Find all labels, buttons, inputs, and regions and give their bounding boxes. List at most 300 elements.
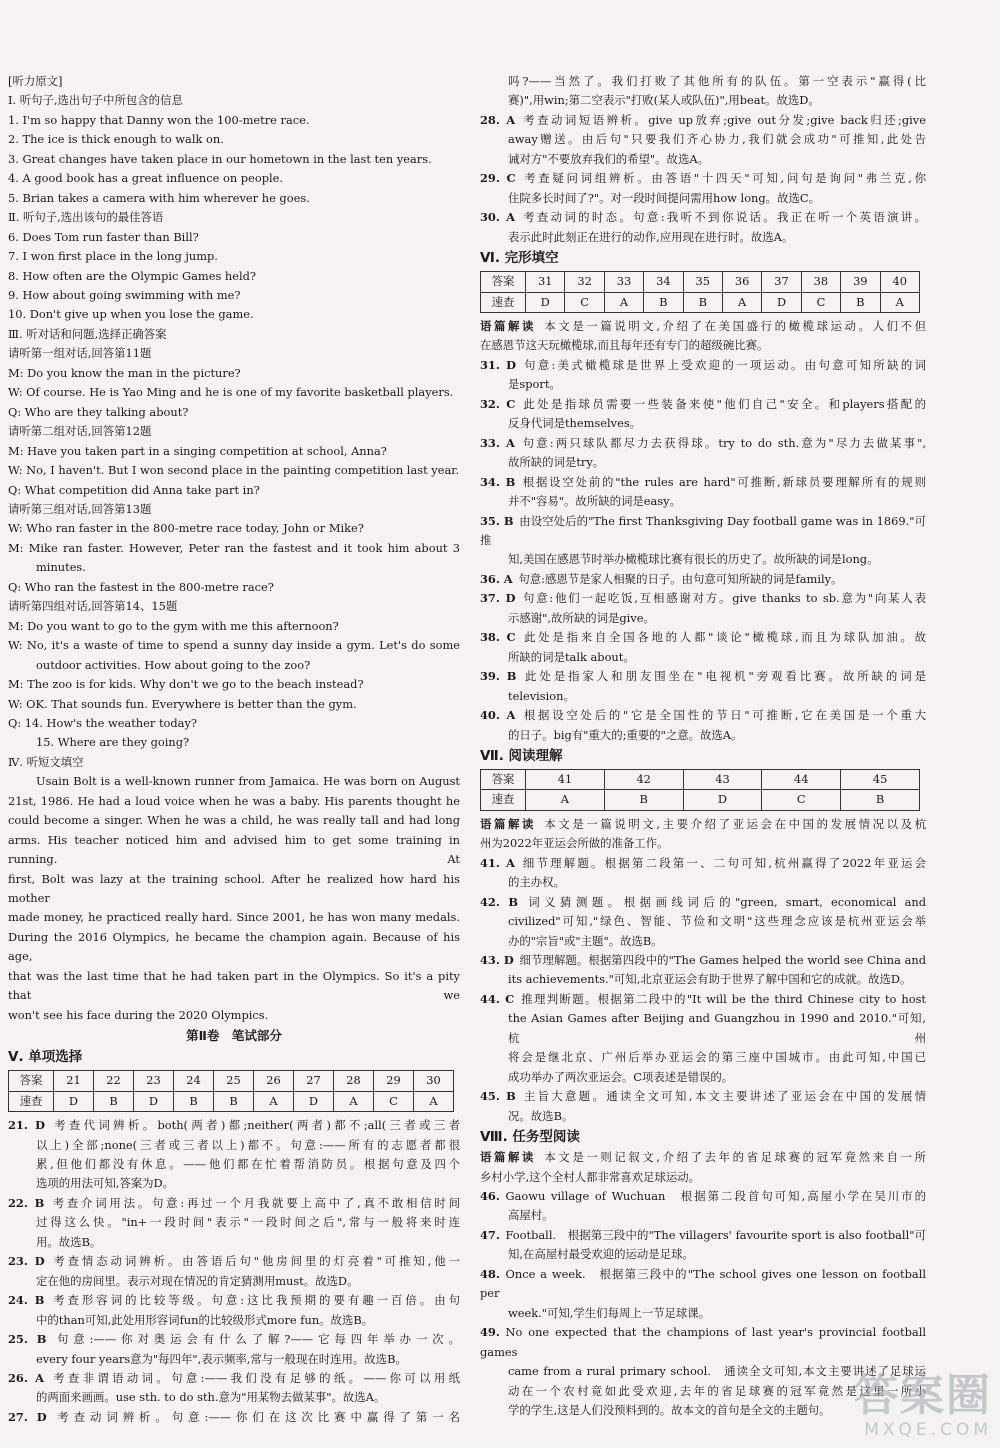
text-line bbox=[8, 558, 460, 577]
text-line bbox=[480, 434, 926, 453]
line-text: 句意:感恩节是家人相聚的日子。由句意可知所缺的词是family。 bbox=[518, 571, 843, 586]
line-text: 乡村小学,这个全村人都非常喜欢足球运动。 bbox=[480, 1169, 701, 1184]
line-text: 根据设空处后的"它是全国性的节日"可推断,它在美国是一个重大 bbox=[521, 708, 926, 723]
text-line bbox=[480, 1009, 926, 1048]
line-text: 考查动词的时态。句意:我听不到你说话。我正在听一个英语演讲。 bbox=[520, 210, 926, 225]
table-header-quick: 速查 bbox=[9, 1091, 54, 1111]
line-text: 诫对方"不要放弃我们的希望"。故选A。 bbox=[508, 151, 709, 166]
text-line bbox=[480, 1226, 926, 1245]
text-line bbox=[8, 344, 460, 363]
question-number-cell: 42 bbox=[604, 769, 683, 789]
item-number: 48. bbox=[480, 1266, 500, 1281]
line-text: 的主办权。 bbox=[508, 875, 565, 890]
text-line bbox=[480, 589, 926, 608]
line-text: 反身代词是themselves。 bbox=[508, 416, 642, 431]
line-text: 住院多长时间了?"。对一段时间提问需用how long。故选C。 bbox=[508, 190, 820, 205]
line-text: could become a singer. When he was a child, he was really tall and had long bbox=[8, 813, 460, 828]
text-line bbox=[480, 473, 926, 492]
question-number-cell: 32 bbox=[565, 272, 604, 292]
text-line bbox=[8, 1194, 460, 1213]
answer-cell: B bbox=[94, 1091, 134, 1111]
line-text: 根据设空处前的"the rules are hard"可推断,新球员要理解所有的规则 bbox=[520, 474, 926, 489]
table-header-answer: 答案 bbox=[481, 272, 526, 292]
text-line bbox=[8, 305, 460, 324]
text-line bbox=[480, 854, 926, 873]
answer-cell: B bbox=[174, 1091, 214, 1111]
answer-cell: D bbox=[526, 292, 565, 312]
line-text: 况。故选B。 bbox=[508, 1108, 574, 1123]
line-text: 表示此时此刻正在进行的动作,应用现在进行时。故选A。 bbox=[508, 229, 794, 244]
item-number: 23. D bbox=[8, 1254, 45, 1269]
text-line bbox=[8, 578, 460, 597]
text-line bbox=[480, 1304, 926, 1323]
text-line bbox=[480, 414, 926, 433]
line-text: 细节理解题。根据第四段中的"The Games helped the world see China and bbox=[519, 953, 926, 968]
text-line bbox=[480, 1265, 926, 1304]
line-text: came from a rural primary school. 通读全文可知,本文主要讲述了足球运 bbox=[508, 1364, 926, 1379]
question-number-cell: 35 bbox=[683, 272, 722, 292]
text-line bbox=[480, 169, 926, 188]
line-text: 细节理解题。根据第二段第一、二句可知,杭州赢得了2022年亚运会 bbox=[520, 855, 926, 870]
line-text: 吗?——当然了。我们打败了其他所有的队伍。第一空表示"赢得(比 bbox=[508, 74, 926, 88]
text-line bbox=[480, 990, 926, 1009]
line-text: 8. How often are the Olympic Games held? bbox=[8, 268, 257, 283]
item-number: 35. B bbox=[480, 513, 514, 528]
text-line bbox=[8, 189, 460, 208]
text-line bbox=[8, 91, 460, 110]
text-line bbox=[480, 912, 926, 931]
line-text: W: Of course. He is Yao Ming and he is one of my favorite basketball players. bbox=[8, 385, 454, 400]
question-number-cell: 24 bbox=[174, 1071, 214, 1091]
passage-label: 语篇解读 bbox=[480, 1150, 537, 1165]
watermark-line1: 答案圈 bbox=[854, 1370, 992, 1421]
text-line bbox=[480, 1323, 926, 1362]
table-header-answer: 答案 bbox=[481, 769, 526, 789]
line-text: Usain Bolt is a well-known runner from Jamaica. He was born on August bbox=[36, 774, 460, 789]
text-line bbox=[480, 648, 926, 667]
answer-cell: B bbox=[644, 292, 683, 312]
text-line bbox=[8, 1213, 460, 1232]
line-text: Ⅰ. 听句子,选出句子中所包含的信息 bbox=[8, 93, 183, 108]
line-text: 本文是一篇说明文,主要介绍了亚运会在中国的发展情况以及杭 bbox=[541, 816, 926, 831]
line-text: Q: Who ran the fastest in the 800-metre race? bbox=[8, 579, 274, 594]
section5-title: Ⅴ. 单项选择 bbox=[8, 1049, 83, 1066]
line-text: 累,但他们都没有休息。——他们都在忙着帮消防员。根据句意及四个 bbox=[36, 1157, 460, 1172]
item-number: 45. B bbox=[480, 1089, 516, 1104]
line-text: 考查情态动词辨析。由答语后句"他房间里的灯亮着"可推知,他一 bbox=[50, 1254, 460, 1269]
line-text: 10. Don't give up when you lose the game. bbox=[8, 307, 254, 322]
question-number-cell: 36 bbox=[722, 272, 761, 292]
text-line bbox=[8, 228, 460, 247]
line-text: W: OK. That sounds fun. Everywhere is better than the gym. bbox=[8, 696, 357, 711]
item-number: 27. D bbox=[8, 1409, 47, 1424]
line-text: 赛)",用win;第二空表示"打败(某人或队伍)",用beat。故选D。 bbox=[508, 93, 820, 108]
line-text: 考查形容词的比较等级。句意:这比我预期的要有趣一百倍。由句 bbox=[50, 1293, 460, 1308]
line-text: 并不"容易"。故所缺的词是easy。 bbox=[508, 494, 681, 509]
text-line bbox=[8, 811, 460, 830]
item-number: 42. B bbox=[480, 894, 518, 909]
section7-explanations bbox=[480, 815, 926, 1126]
line-text: the Asian Games after Beijing and Guangzhou in 1990 and 2010."可知,杭州 bbox=[508, 1011, 926, 1045]
line-text: 本文是一则记叙文,介绍了去年的省足球赛的冠军竟然来自一所 bbox=[541, 1150, 926, 1165]
question-number-cell: 29 bbox=[374, 1071, 414, 1091]
item-number: 34. B bbox=[480, 474, 516, 489]
text-line bbox=[8, 72, 460, 91]
table-header-answer: 答案 bbox=[9, 1071, 54, 1091]
line-text: M: Mike ran faster. However, Peter ran the fastest and it took him about 3 bbox=[8, 540, 460, 555]
line-text: 知,在高屋村最受欢迎的运动是足球。 bbox=[508, 1247, 694, 1262]
line-text: M: The zoo is for kids. Why don't we go to the beach instead? bbox=[8, 677, 364, 692]
answer-cell: B bbox=[683, 292, 722, 312]
line-text: 故所缺的词是try。 bbox=[508, 455, 605, 470]
line-text: 考查动词短语辨析。give up放弃;give out分发;give back归还;give bbox=[520, 112, 926, 127]
question-number-cell: 39 bbox=[841, 272, 880, 292]
line-text: 此处是指家人和朋友围坐在"电视机"旁观看比赛。故所缺的词是 bbox=[522, 669, 926, 684]
text-line bbox=[480, 130, 926, 149]
text-line bbox=[480, 317, 926, 336]
answer-cell: C bbox=[762, 790, 841, 810]
text-line bbox=[8, 500, 460, 519]
answer-cell: B bbox=[841, 790, 920, 810]
answer-cell: D bbox=[134, 1091, 174, 1111]
text-line bbox=[8, 267, 460, 286]
question-number-cell: 41 bbox=[526, 769, 605, 789]
line-text: 4. A good book has a great influence on people. bbox=[8, 171, 283, 186]
table-header-quick: 速查 bbox=[481, 790, 526, 810]
text-line bbox=[480, 550, 926, 569]
answer-cell: A bbox=[334, 1091, 374, 1111]
line-text: 本文是一篇说明文,介绍了在美国盛行的橄榄球运动。人们不但 bbox=[541, 318, 926, 333]
line-text: Q: What competition did Anna take part in? bbox=[8, 482, 260, 497]
item-number: 25. B bbox=[8, 1332, 47, 1347]
item-number: 33. A bbox=[480, 435, 515, 450]
text-line bbox=[480, 356, 926, 375]
section6-explanations bbox=[480, 317, 926, 745]
line-text: 此处是指来自全国各地的人都"谈论"橄榄球,而且为球队加油。故 bbox=[521, 630, 926, 645]
line-text: M: Do you want to go to the gym with me this afternoon? bbox=[8, 618, 339, 633]
text-line bbox=[480, 1168, 926, 1187]
text-line bbox=[480, 72, 926, 91]
text-line bbox=[8, 1233, 460, 1252]
text-line bbox=[8, 539, 460, 558]
text-line bbox=[8, 1155, 460, 1174]
text-line bbox=[480, 208, 926, 227]
text-line bbox=[480, 834, 926, 853]
text-line bbox=[8, 422, 460, 441]
item-number: 26. A bbox=[8, 1371, 44, 1385]
question-number-cell: 26 bbox=[254, 1071, 294, 1091]
line-text: made money, he practiced really hard. Since 2001, he has won many medals. bbox=[8, 910, 460, 925]
answer-cell: C bbox=[374, 1091, 414, 1111]
text-line bbox=[8, 481, 460, 500]
line-text: first, Bolt was lazy at the training school. After he realized how hard his mother bbox=[8, 871, 460, 906]
line-text: W: Who ran faster in the 800-metre race today, John or Mike? bbox=[8, 521, 364, 536]
line-text: 定在他的房间里。表示对现在情况的肯定猜测用must。故选D。 bbox=[36, 1273, 359, 1288]
text-line bbox=[8, 928, 460, 967]
text-line bbox=[480, 1187, 926, 1206]
line-text: arms. His teacher noticed him and advised him to get some training in running. At bbox=[8, 832, 460, 867]
line-text: 考查疑问词组辨析。由答语"十四天"可知,问句是询问"弗兰克,你 bbox=[521, 171, 926, 186]
text-line bbox=[8, 383, 460, 402]
line-text: M: Have you taken part in a singing competition at school, Anna? bbox=[8, 443, 387, 458]
line-text: week."可知,学生们每周上一节足球课。 bbox=[508, 1305, 711, 1320]
item-number: 47. bbox=[480, 1227, 500, 1242]
text-line bbox=[8, 675, 460, 694]
text-line bbox=[8, 150, 460, 169]
answer-cell: C bbox=[801, 292, 840, 312]
line-text: 高屋村。 bbox=[508, 1208, 554, 1223]
text-line bbox=[480, 815, 926, 834]
text-line bbox=[8, 908, 460, 927]
question-number-cell: 40 bbox=[880, 272, 919, 292]
text-line bbox=[480, 228, 926, 247]
line-text: 请听第三组对话,回答第13题 bbox=[8, 501, 152, 516]
question-number-cell: 21 bbox=[54, 1071, 94, 1091]
line-text: 7. I won first place in the long jump. bbox=[8, 249, 218, 264]
line-text: 句意:——你对奥运会有什么了解?——它每四年举办一次。 bbox=[52, 1332, 460, 1347]
text-line bbox=[8, 831, 460, 870]
text-line bbox=[480, 726, 926, 745]
text-line bbox=[480, 189, 926, 208]
text-line bbox=[8, 364, 460, 383]
text-line bbox=[8, 1330, 460, 1349]
text-line bbox=[480, 1087, 926, 1106]
line-text: 3. Great changes have taken place in our hometown in the last ten years. bbox=[8, 151, 432, 166]
text-line bbox=[8, 1252, 460, 1271]
text-line bbox=[480, 150, 926, 169]
line-text: 请听第一组对话,回答第11题 bbox=[8, 346, 152, 361]
question-number-cell: 43 bbox=[683, 769, 762, 789]
line-text: 考查介词用法。句意:再过一个月我就要上高中了,真不敢相信时间 bbox=[49, 1195, 460, 1210]
line-text: Gaowu village of Wuchuan 根据第二段首句可知,高屋小学在吴川市的 bbox=[505, 1189, 926, 1204]
line-text: 1. I'm so happy that Danny won the 100-metre race. bbox=[8, 112, 310, 127]
question-number-cell: 34 bbox=[644, 272, 683, 292]
answer-table-41-45 bbox=[480, 769, 920, 811]
text-line bbox=[8, 1116, 460, 1135]
line-text: 请听第四组对话,回答第14、15题 bbox=[8, 599, 178, 614]
text-line bbox=[8, 792, 460, 811]
text-line bbox=[480, 1068, 926, 1087]
text-line bbox=[8, 967, 460, 1006]
line-text: its achievements."可知,北京亚运会有助于世界了解中国和它的成就。故选D。 bbox=[508, 972, 912, 987]
question-number-cell: 45 bbox=[841, 769, 920, 789]
answer-cell: D bbox=[762, 292, 801, 312]
text-line bbox=[480, 1107, 926, 1126]
line-text: Ⅱ. 听句子,选出该句的最佳答语 bbox=[8, 210, 164, 225]
line-text: 词义猜测题。根据画线词后的"green, smart, economical and bbox=[523, 894, 926, 909]
text-line bbox=[480, 893, 926, 912]
line-text: 所缺的词是talk about。 bbox=[508, 649, 635, 664]
text-line bbox=[480, 687, 926, 706]
answer-cell: D bbox=[294, 1091, 334, 1111]
text-line bbox=[8, 403, 460, 422]
answer-cell: D bbox=[683, 790, 762, 810]
text-line bbox=[480, 512, 926, 551]
line-text: W: No, I haven't. But I won second place in the painting competition last year. bbox=[8, 463, 460, 478]
text-line bbox=[480, 111, 926, 130]
text-line bbox=[8, 753, 460, 772]
line-text: television。 bbox=[508, 688, 575, 703]
line-text: 的两面来画画。use sth. to do sth.意为"用某物去做某事"。故选A。 bbox=[36, 1390, 386, 1405]
item-number: 38. C bbox=[480, 630, 516, 645]
line-text: 由设空处后的"The first Thanksgiving Day football game was in 1869."可推 bbox=[480, 513, 926, 547]
question-number-cell: 38 bbox=[801, 272, 840, 292]
line-text: During the 2016 Olympics, he became the champion again. Because of his age, bbox=[8, 929, 460, 964]
text-line bbox=[480, 1206, 926, 1225]
item-number: 29. C bbox=[480, 171, 516, 186]
item-number: 32. C bbox=[480, 396, 516, 411]
text-line bbox=[8, 1408, 460, 1427]
answer-cell: A bbox=[604, 292, 643, 312]
answer-table-31-40 bbox=[480, 271, 920, 313]
line-text: 句意:两只球队都尽力去获得球。try to do sth.意为"尽力去做某事", bbox=[520, 435, 926, 450]
line-text: Ⅲ. 听对话和问题,选择正确答案 bbox=[8, 326, 167, 341]
text-line bbox=[8, 870, 460, 909]
line-text: 句意:他们一起吃饭,互相感谢对方。give thanks to sb.意为"向某人表 bbox=[521, 591, 926, 606]
text-line bbox=[480, 336, 926, 355]
line-text: 在感恩节这天玩橄榄球,而且每年还有专门的超级碗比赛。 bbox=[480, 338, 769, 353]
line-text: won't see his face during the 2020 Olympics. bbox=[8, 1007, 269, 1022]
line-text: 推理判断题。根据第二段中的"It will be the third Chinese city to host bbox=[519, 991, 926, 1006]
text-line bbox=[8, 597, 460, 616]
line-text: 此处是指球员需要一些装备来使"他们自己"安全。和players搭配的 bbox=[520, 396, 926, 411]
text-line bbox=[8, 461, 460, 480]
line-text: that was the last time that he had taken part in the Olympics. So it's a pity that we bbox=[8, 968, 460, 1003]
line-text: every four years意为"每四年",表示频率,常与一般现在时连用。故选B。 bbox=[36, 1351, 407, 1366]
line-text: 5. Brian takes a camera with him wherever he goes. bbox=[8, 190, 310, 205]
answer-table-21-30 bbox=[8, 1070, 454, 1112]
line-text: Football. 根据第三段中的"The villagers' favourite sport is also football"可 bbox=[505, 1227, 926, 1242]
answer-cell: A bbox=[414, 1091, 454, 1111]
line-text: 的日子。big有"重大的;重要的"之意。故选A。 bbox=[508, 727, 743, 742]
item-number: 41. A bbox=[480, 855, 515, 870]
watermark-line2: MXQE.COM bbox=[864, 1420, 992, 1440]
answer-cell: B bbox=[841, 292, 880, 312]
line-text: 将会是继北京、广州后举办亚运会的第三座中国城市。由此可知,中国已 bbox=[508, 1050, 926, 1065]
line-text: 办的"宗旨"或"主题"。故选B。 bbox=[508, 933, 663, 948]
passage-label: 语篇解读 bbox=[480, 816, 537, 831]
listening-transcript bbox=[8, 72, 460, 1025]
text-line bbox=[8, 714, 460, 733]
line-text: Q: Who are they talking about? bbox=[8, 404, 189, 419]
item-number: 43. D bbox=[480, 953, 514, 968]
line-text: 主旨大意题。通读全文可知,本文主要讲述了亚运会在中国的发展情 bbox=[521, 1089, 926, 1104]
line-text: M: Do you know the man in the picture? bbox=[8, 365, 241, 380]
section5-explanations-cont bbox=[480, 72, 926, 247]
text-line bbox=[480, 453, 926, 472]
line-text: Ⅳ. 听短文填空 bbox=[8, 754, 84, 769]
section5-explanations bbox=[8, 1116, 460, 1427]
part2-title: 第Ⅱ卷 笔试部分 bbox=[186, 1028, 282, 1044]
text-line bbox=[8, 636, 460, 655]
text-line bbox=[8, 1369, 460, 1388]
text-line bbox=[480, 492, 926, 511]
line-text: 动在一个农村竟如此受欢迎,去年的省足球赛的冠军竟然是这里一所小 bbox=[508, 1383, 926, 1398]
line-text: 2. The ice is thick enough to walk on. bbox=[8, 132, 224, 147]
text-line bbox=[8, 656, 460, 675]
line-text: civilized"可知,"绿色、智能、节俭和文明"这些理念应该是杭州亚运会举 bbox=[508, 914, 926, 929]
text-line bbox=[8, 247, 460, 266]
answer-cell: B bbox=[214, 1091, 254, 1111]
question-number-cell: 37 bbox=[762, 272, 801, 292]
text-line bbox=[480, 1048, 926, 1067]
answer-cell: A bbox=[880, 292, 919, 312]
answer-cell: B bbox=[604, 790, 683, 810]
text-line bbox=[8, 1006, 460, 1025]
line-text: 中的than可知,此处用形容词fun的比较级形式more fun。故选B。 bbox=[36, 1312, 374, 1327]
question-number-cell: 30 bbox=[414, 1071, 454, 1091]
text-line bbox=[480, 609, 926, 628]
text-line bbox=[480, 628, 926, 647]
item-number: 30. A bbox=[480, 210, 515, 225]
text-line bbox=[480, 873, 926, 892]
text-line bbox=[8, 1291, 460, 1310]
answer-cell: A bbox=[722, 292, 761, 312]
line-text: 成功举办了两次亚运会。C项表述是错误的。 bbox=[508, 1069, 734, 1084]
line-text: 以上)全部;none(三者或三者以上)都不。句意:——所有的志愿者都很 bbox=[36, 1137, 460, 1152]
text-line bbox=[480, 706, 926, 725]
text-line bbox=[480, 375, 926, 394]
text-line bbox=[8, 1272, 460, 1291]
text-line bbox=[8, 130, 460, 149]
line-text: 考查非谓语动词。句意:——我们没有足够的纸。——你可以用纸 bbox=[49, 1371, 460, 1385]
item-number: 21. D bbox=[8, 1118, 46, 1133]
text-line bbox=[480, 1148, 926, 1167]
item-number: 36. A bbox=[480, 571, 513, 586]
line-text: No one expected that the champions of last year's provincial football games bbox=[480, 1325, 926, 1359]
text-line bbox=[480, 570, 926, 589]
line-text: away赠送。由后句"只要我们齐心协力,我们就会成功"可推知,此处告 bbox=[508, 132, 926, 147]
line-text: 选项的用法可知,答案为D。 bbox=[36, 1176, 175, 1191]
item-number: 37. D bbox=[480, 591, 516, 606]
text-line bbox=[8, 442, 460, 461]
text-line bbox=[480, 395, 926, 414]
line-text: [听力原文] bbox=[8, 74, 63, 88]
question-number-cell: 33 bbox=[604, 272, 643, 292]
line-text: Once a week. 根据第三段中的"The school gives one lesson on football per bbox=[480, 1266, 926, 1301]
text-line bbox=[8, 1136, 460, 1155]
text-line bbox=[8, 1311, 460, 1330]
line-text: 考查动词辨析。句意:——你们在这次比赛中赢得了第一名 bbox=[52, 1409, 460, 1424]
answer-cell: A bbox=[526, 790, 605, 810]
text-line bbox=[8, 169, 460, 188]
right-column bbox=[480, 72, 926, 1420]
text-line bbox=[8, 286, 460, 305]
line-text: 过得这么快。"in+一段时间"表示"一段时间之后",常与一般将来时连 bbox=[36, 1215, 460, 1230]
item-number: 24. B bbox=[8, 1293, 45, 1308]
line-text: outdoor activities. How about going to the zoo? bbox=[36, 657, 311, 672]
answer-cell: C bbox=[565, 292, 604, 312]
text-line bbox=[8, 519, 460, 538]
question-number-cell: 44 bbox=[762, 769, 841, 789]
text-line bbox=[8, 1388, 460, 1407]
item-number: 39. B bbox=[480, 669, 517, 684]
text-line bbox=[480, 667, 926, 686]
section7-title: Ⅶ. 阅读理解 bbox=[480, 747, 563, 764]
left-column bbox=[8, 72, 460, 1427]
item-number: 49. bbox=[480, 1325, 500, 1340]
question-number-cell: 28 bbox=[334, 1071, 374, 1091]
text-line bbox=[8, 1350, 460, 1369]
text-line bbox=[480, 91, 926, 110]
line-text: 考查代词辨析。both(两者)都;neither(两者)都不;all(三者或三者 bbox=[50, 1118, 460, 1133]
answer-cell: D bbox=[54, 1091, 94, 1111]
item-number: 28. A bbox=[480, 112, 516, 127]
line-text: 用。故选B。 bbox=[36, 1234, 102, 1249]
line-text: 是sport。 bbox=[508, 377, 561, 392]
line-text: minutes. bbox=[36, 560, 86, 575]
text-line bbox=[480, 970, 926, 989]
